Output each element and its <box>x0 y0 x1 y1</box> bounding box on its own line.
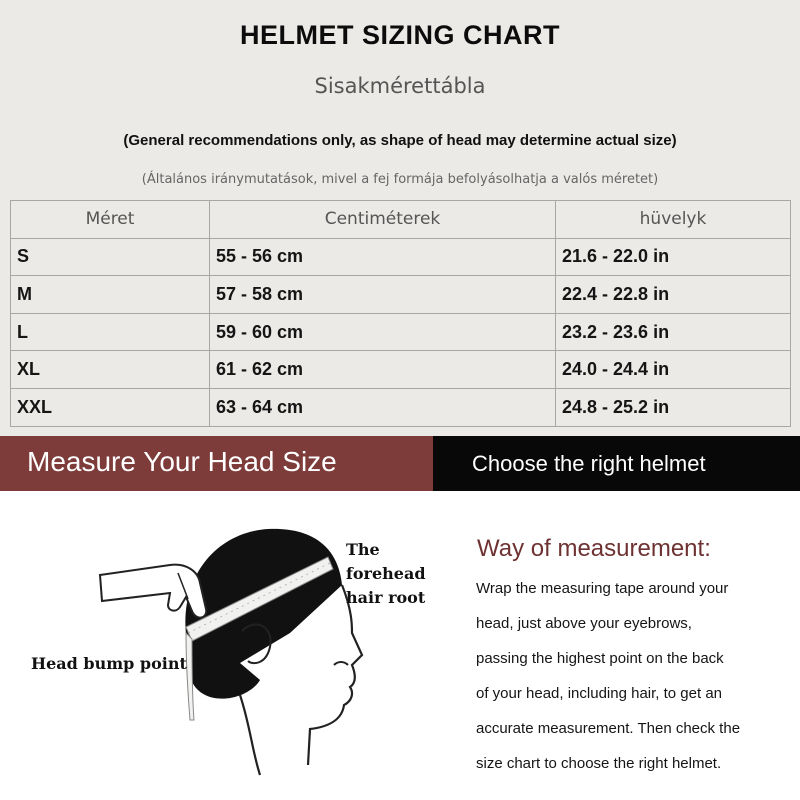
cm-cell: 61 - 62 cm <box>210 351 556 389</box>
chart-subtitle: Sisakmérettábla <box>314 74 486 98</box>
forehead-label-line-2: hair root <box>346 588 426 607</box>
measure-head-text: Measure Your Head Size <box>27 446 337 477</box>
inch-cell: 22.4 - 22.8 in <box>556 276 791 314</box>
size-cell: M <box>11 276 210 314</box>
table-row <box>11 351 791 389</box>
inch-cell: 23.2 - 23.6 in <box>556 313 791 351</box>
inch-cell: 21.6 - 22.0 in <box>556 238 791 276</box>
inch-cell: 24.8 - 25.2 in <box>556 388 791 426</box>
header-centimeters: Centiméterek <box>210 201 556 239</box>
chart-title: HELMET SIZING CHART <box>240 20 560 50</box>
instruction-line: head, just above your eyebrows, <box>476 615 692 632</box>
size-cell: XL <box>11 351 210 389</box>
cm-cell: 55 - 56 cm <box>210 238 556 276</box>
instruction-line: of your head, including hair, to get an <box>476 685 723 702</box>
choose-helmet-banner <box>433 436 800 491</box>
cm-cell: 57 - 58 cm <box>210 276 556 314</box>
table-row <box>11 276 791 314</box>
instruction-line: accurate measurement. Then check the <box>476 720 741 737</box>
inch-cell: 24.0 - 24.4 in <box>556 351 791 389</box>
instruction-line: Wrap the measuring tape around your <box>476 580 729 597</box>
choose-helmet-text: Choose the right helmet <box>472 451 706 476</box>
size-cell: XXL <box>11 388 210 426</box>
forehead-label-line-1: The forehead <box>346 540 426 583</box>
header-size: Méret <box>11 201 210 239</box>
cm-cell: 63 - 64 cm <box>210 388 556 426</box>
size-cell: S <box>11 238 210 276</box>
table-row <box>11 388 791 426</box>
table-row <box>11 238 791 276</box>
general-note: (General recommendations only, as shape of head may determine actual size) <box>123 132 677 149</box>
measure-head-banner <box>0 436 433 491</box>
cm-cell: 59 - 60 cm <box>210 313 556 351</box>
instruction-line: passing the highest point on the back <box>476 650 724 667</box>
forehead-label <box>346 538 456 610</box>
instruction-line: size chart to choose the right helmet. <box>476 755 722 772</box>
size-table <box>10 200 791 427</box>
table-header-row <box>11 201 791 239</box>
size-cell: L <box>11 313 210 351</box>
table-row <box>11 313 791 351</box>
face-outline <box>308 585 362 765</box>
way-of-measurement-title: Way of measurement: <box>477 535 711 562</box>
header-inches: hüvelyk <box>556 201 791 239</box>
general-note-hungarian: (Általános iránymutatások, mivel a fej formája befolyásolhatja a valós méretet) <box>141 172 659 187</box>
head-bump-label: Head bump point <box>31 654 187 673</box>
